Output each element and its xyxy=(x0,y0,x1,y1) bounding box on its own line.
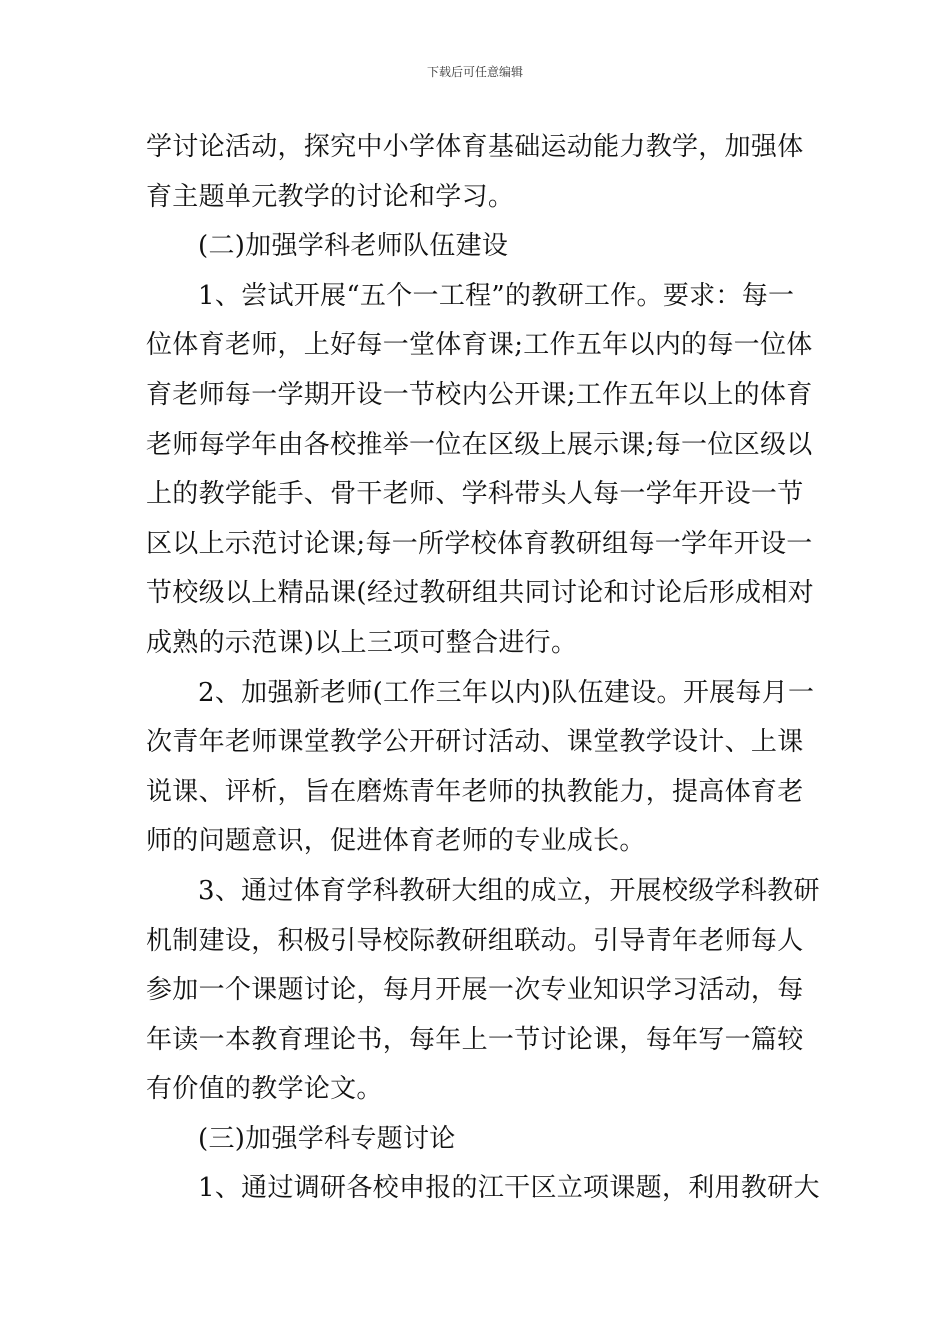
document-body xyxy=(146,123,820,1214)
text-line: 育老师每一学期开设一节校内公开课;工作五年以上的体育 xyxy=(146,379,813,410)
text-line: 上的教学能手、骨干老师、学科带头人每一学年开设一节 xyxy=(146,479,804,510)
text-line: 年读一本教育理论书，每年上一节讨论课，每年写一篇较 xyxy=(146,1024,804,1055)
text-line: 成熟的示范课)以上三项可整合进行。 xyxy=(146,627,578,658)
text-line: 老师每学年由各校推举一位在区级上展示课;每一位区级以 xyxy=(146,429,813,460)
text-line: (二)加强学科老师队伍建设 xyxy=(198,231,509,262)
text-line: 参加一个课题讨论，每月开展一次专业知识学习活动，每 xyxy=(146,975,804,1006)
text-line: 3、通过体育学科教研大组的成立，开展校级学科教研 xyxy=(198,875,820,906)
text-line: 1、通过调研各校申报的江干区立项课题，利用教研大 xyxy=(198,1173,820,1204)
text-line: 节校级以上精品课(经过教研组共同讨论和讨论后形成相对 xyxy=(146,578,814,609)
text-line: 2、加强新老师(工作三年以内)队伍建设。开展每月一 xyxy=(198,677,815,708)
text-line: 机制建设，积极引导校际教研组联动。引导青年老师每人 xyxy=(146,925,804,956)
text-line: 育主题单元教学的讨论和学习。 xyxy=(146,181,515,212)
text-line: 有价值的教学论文。 xyxy=(146,1074,383,1105)
text-line: 1、尝试开展“五个一工程”的教研工作。要求：每一 xyxy=(198,280,795,311)
text-line: 次青年老师课堂教学公开研讨活动、课堂教学设计、上课 xyxy=(146,727,804,758)
text-line: 位体育老师，上好每一堂体育课;工作五年以内的每一位体 xyxy=(146,330,813,361)
text-line: 师的问题意识，促进体育老师的专业成长。 xyxy=(146,826,646,857)
text-line: 学讨论活动，探究中小学体育基础运动能力教学，加强体 xyxy=(146,132,804,162)
text-line: (三)加强学科专题讨论 xyxy=(198,1123,456,1154)
text-line: 说课、评析，旨在磨炼青年老师的执教能力，提高体育老 xyxy=(146,776,804,807)
page-header: 下载后可任意编辑 xyxy=(426,65,523,79)
text-line: 区以上示范讨论课;每一所学校体育教研组每一学年开设一 xyxy=(146,528,813,559)
